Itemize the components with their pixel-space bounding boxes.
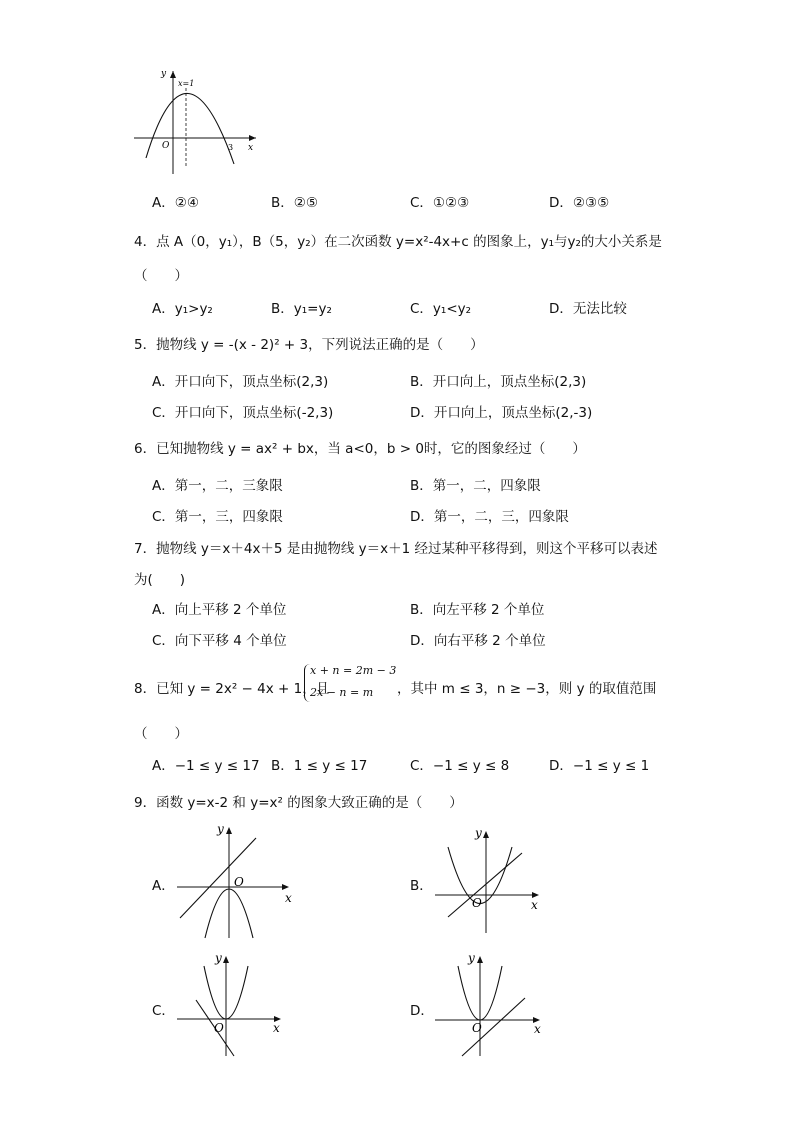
- q9-option-d[interactable]: D．: [410, 1003, 434, 1019]
- q9-graph-a[interactable]: [172, 820, 297, 940]
- q8-option-d[interactable]: D．−1 ≤ y ≤ 1: [549, 758, 650, 774]
- q3-x-arrow: [249, 135, 256, 141]
- q9-graph-d[interactable]: [430, 948, 555, 1058]
- q9c-y-label: y: [215, 951, 222, 965]
- q4-stem-line2: （ ）: [134, 268, 188, 284]
- q9a-y-label: y: [217, 822, 224, 836]
- q6-option-c[interactable]: C．第一，三，四象限: [152, 509, 283, 525]
- q3-option-a[interactable]: A．②④: [152, 195, 199, 211]
- q4-option-d[interactable]: D．无法比较: [549, 301, 627, 317]
- q3-origin-label: O: [162, 141, 170, 151]
- q9d-y-label: y: [468, 951, 475, 965]
- q3-tick-label: 3: [228, 143, 234, 152]
- q4-stem-line1: 4．点 A（0，y₁），B（5，y₂）在二次函数 y=x²-4x+c 的图象上，y₁与y₂的大小关系是: [134, 234, 662, 250]
- q7-option-c[interactable]: C．向下平移 4 个单位: [152, 633, 287, 649]
- q8-stem-suffix: ，其中 m ≤ 3，n ≥ −3，则 y 的取值范围: [397, 681, 657, 697]
- q3-x-label: x: [248, 143, 254, 153]
- q3-option-c[interactable]: C．①②③: [410, 195, 470, 211]
- q9-option-b[interactable]: B．: [410, 878, 433, 894]
- q9d-y-arrow: [477, 956, 483, 963]
- q9-graph-c[interactable]: [172, 948, 297, 1058]
- q9b-origin: O: [472, 896, 482, 910]
- q9d-x-label: x: [534, 1022, 541, 1036]
- q8-stem-line2: （ ）: [134, 726, 188, 742]
- q7-option-d[interactable]: D．向右平移 2 个单位: [410, 633, 546, 649]
- q9b-y-label: y: [475, 826, 482, 840]
- q6-option-a[interactable]: A．第一，二，三象限: [152, 478, 283, 494]
- q8-option-a[interactable]: A．−1 ≤ y ≤ 17: [152, 758, 260, 774]
- q3-axis-note: x=1: [178, 79, 195, 88]
- q9c-origin: O: [214, 1021, 224, 1035]
- q8-equation-1: x + n = 2m − 3: [310, 664, 397, 677]
- q5-stem: 5．抛物线 y = -(x - 2)² + 3，下列说法正确的是（ ）: [134, 337, 484, 353]
- q9-stem: 9．函数 y=x-2 和 y=x² 的图象大致正确的是（ ）: [134, 795, 463, 811]
- q9b-y-arrow: [483, 831, 489, 838]
- q9a-y-arrow: [226, 827, 232, 834]
- q3-y-arrow: [170, 71, 176, 78]
- q3-parabola-graph: [128, 66, 258, 176]
- q9c-x-label: x: [273, 1021, 280, 1035]
- q9a-line: [180, 838, 256, 918]
- q5-option-b[interactable]: B．开口向上，顶点坐标(2,3): [410, 374, 587, 390]
- q9d-origin: O: [472, 1021, 482, 1035]
- q8-option-b[interactable]: B．1 ≤ y ≤ 17: [271, 758, 368, 774]
- q3-option-d[interactable]: D．②③⑤: [549, 195, 610, 211]
- q4-option-a[interactable]: A．y₁>y₂: [152, 301, 213, 317]
- q9a-x-arrow: [282, 884, 289, 890]
- q4-option-c[interactable]: C．y₁<y₂: [410, 301, 472, 317]
- q6-stem: 6．已知抛物线 y = ax² + bx，当 a<0，b > 0时，它的图象经过（ ）: [134, 441, 586, 457]
- q8-stem-prefix: 8．已知 y = 2x² − 4x + 1，且: [134, 681, 330, 697]
- q8-equation-2: 2x − n = m: [310, 686, 374, 699]
- q5-option-c[interactable]: C．开口向下，顶点坐标(-2,3): [152, 405, 334, 421]
- q9a-origin: O: [234, 875, 244, 889]
- q9-option-c[interactable]: C．: [152, 1003, 175, 1019]
- q8-option-c[interactable]: C．−1 ≤ y ≤ 8: [410, 758, 510, 774]
- q7-stem-line1: 7．抛物线 y＝x＋4x＋5 是由抛物线 y＝x＋1 经过某种平移得到，则这个平移可以表述: [134, 541, 658, 557]
- q7-option-a[interactable]: A．向上平移 2 个单位: [152, 602, 287, 618]
- q5-option-d[interactable]: D．开口向上，顶点坐标(2,-3): [410, 405, 593, 421]
- q4-option-b[interactable]: B．y₁=y₂: [271, 301, 332, 317]
- q3-y-label: y: [161, 69, 167, 79]
- q9a-x-label: x: [285, 891, 292, 905]
- q6-option-d[interactable]: D．第一，二，三，四象限: [410, 509, 569, 525]
- q9b-x-label: x: [531, 898, 538, 912]
- q9b-line: [448, 853, 522, 917]
- q6-option-b[interactable]: B．第一，二，四象限: [410, 478, 541, 494]
- q9-graph-b[interactable]: [430, 825, 555, 935]
- q7-option-b[interactable]: B．向左平移 2 个单位: [410, 602, 545, 618]
- q3-parabola-curve: [146, 93, 234, 164]
- q7-stem-line2: 为( ): [134, 572, 186, 588]
- q9-option-a[interactable]: A．: [152, 878, 175, 894]
- q5-option-a[interactable]: A．开口向下，顶点坐标(2,3): [152, 374, 329, 390]
- q9c-y-arrow: [223, 956, 229, 963]
- q3-option-b[interactable]: B．②⑤: [271, 195, 318, 211]
